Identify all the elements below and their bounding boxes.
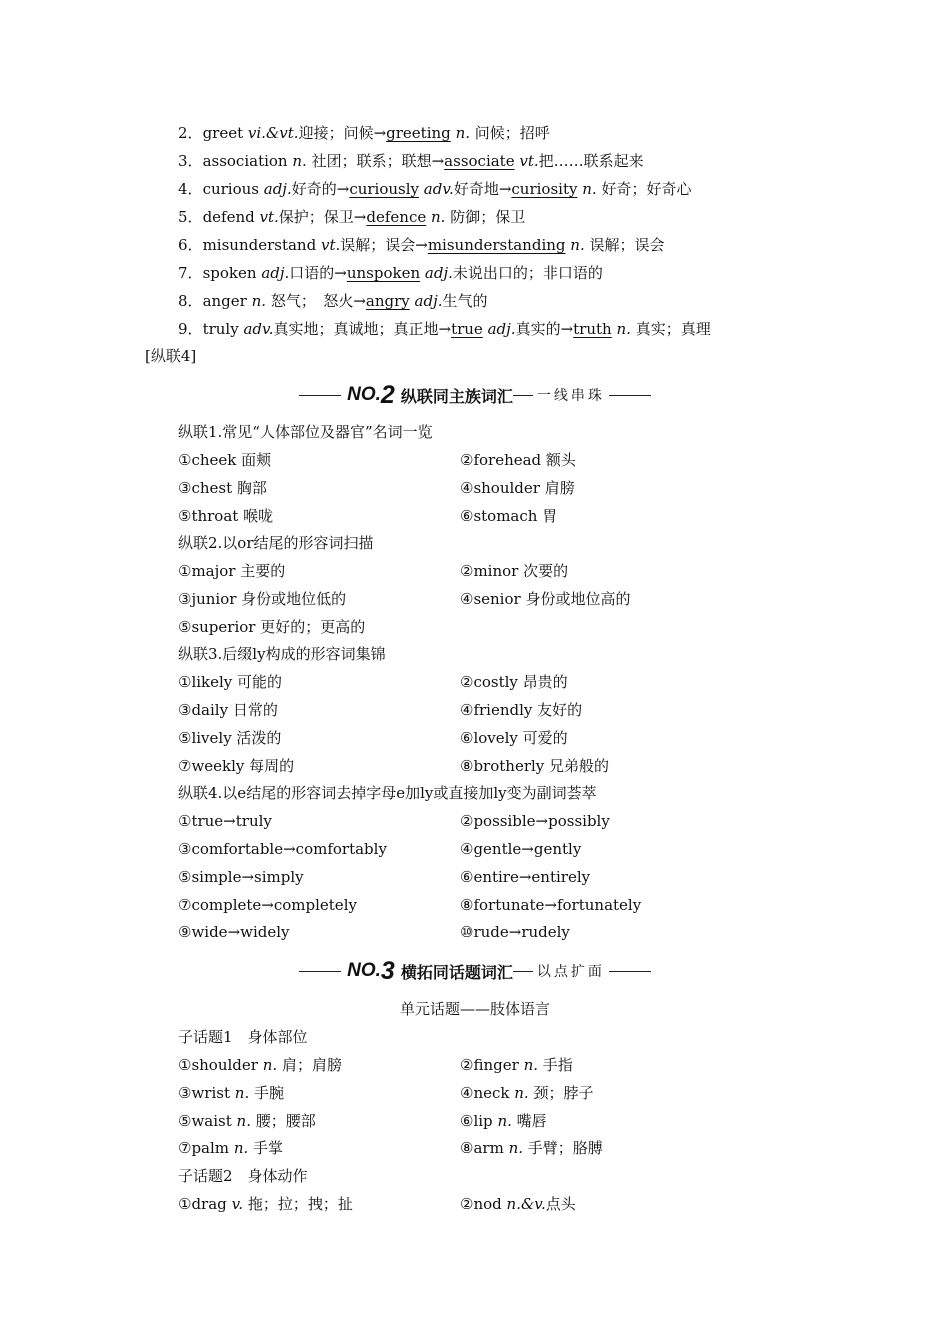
list-item: ⑤lively 活泼的 bbox=[178, 729, 282, 747]
list-item: ①cheek 面颊 bbox=[178, 451, 272, 469]
list-item: ⑥lip n. 嘴唇 bbox=[460, 1112, 547, 1130]
subtopic-title: 子话题2 身体动作 bbox=[178, 1167, 308, 1185]
list-item: ①drag v. 拖；拉；拽；扯 bbox=[178, 1195, 353, 1213]
list-item: ③comfortable→comfortably bbox=[178, 840, 387, 858]
list-item: ⑥stomach 胃 bbox=[460, 507, 558, 525]
answer: true bbox=[451, 320, 483, 338]
section-subtitle: 以点扩面 bbox=[536, 964, 605, 980]
entry-3: 3．association n. 社团；联系；联想→associate vt.把……联系起来 bbox=[178, 152, 644, 170]
entry-5: 5．defend vt.保护；保卫→defence n. 防御；保卫 bbox=[178, 208, 526, 226]
section-title: 横拓同话题词汇 bbox=[400, 962, 513, 982]
link-reference: [纵联4] bbox=[145, 347, 197, 365]
entry-4: 4．curious adj.好奇的→curiously adv.好奇地→curiosity n. 好奇；好奇心 bbox=[178, 180, 692, 198]
group-title: 纵联1.常见“人体部位及器官”名词一览 bbox=[178, 423, 433, 441]
section-title: 纵联同主族词汇 bbox=[400, 386, 513, 406]
list-item: ⑨wide→widely bbox=[178, 923, 290, 941]
list-item: ⑥lovely 可爱的 bbox=[460, 729, 568, 747]
list-item: ⑥entire→entirely bbox=[460, 868, 591, 886]
list-item: ⑧fortunate→fortunately bbox=[460, 896, 642, 914]
list-item: ④neck n. 颈；脖子 bbox=[460, 1084, 594, 1102]
subtopic-title: 子话题1 身体部位 bbox=[178, 1028, 308, 1046]
divider bbox=[609, 971, 651, 972]
entry-8: 8．anger n. 怒气； 怒火→angry adj.生气的 bbox=[178, 292, 488, 310]
answer: curiously bbox=[349, 180, 420, 198]
answer: truth bbox=[573, 320, 612, 338]
list-item: ①true→truly bbox=[178, 812, 272, 830]
divider bbox=[513, 971, 533, 972]
answer: associate bbox=[444, 152, 515, 170]
divider bbox=[513, 395, 533, 396]
divider bbox=[299, 395, 341, 396]
list-item: ②costly 昂贵的 bbox=[460, 673, 568, 691]
list-item: ②minor 次要的 bbox=[460, 562, 569, 580]
list-item: ②finger n. 手指 bbox=[460, 1056, 573, 1074]
entry-7: 7．spoken adj.口语的→unspoken adj.未说出口的；非口语的 bbox=[178, 264, 603, 282]
answer: misunderstanding bbox=[427, 236, 566, 254]
list-item: ③wrist n. 手腕 bbox=[178, 1084, 285, 1102]
group-title: 纵联2.以or结尾的形容词扫描 bbox=[178, 534, 374, 552]
list-item: ②forehead 额头 bbox=[460, 451, 576, 469]
list-item: ①likely 可能的 bbox=[178, 673, 283, 691]
answer: unspoken bbox=[346, 264, 421, 282]
list-item: ①major 主要的 bbox=[178, 562, 286, 580]
divider bbox=[609, 395, 651, 396]
entry-2: 2．greet vi.&vt.迎接；问候→greeting n. 问候；招呼 bbox=[178, 124, 550, 142]
section-heading-2: NO. 2 纵联同主族词汇 一线串珠 bbox=[0, 380, 950, 410]
entry-6: 6．misunderstand vt.误解；误会→misunderstanding n. 误解；误会 bbox=[178, 236, 665, 254]
list-item: ②possible→possibly bbox=[460, 812, 610, 830]
list-item: ③daily 日常的 bbox=[178, 701, 278, 719]
unit-topic: 单元话题——肢体语言 bbox=[399, 1000, 550, 1018]
list-item: ⑤simple→simply bbox=[178, 868, 304, 886]
list-item: ⑦complete→completely bbox=[178, 896, 357, 914]
list-item: ③junior 身份或地位低的 bbox=[178, 590, 347, 608]
group-title: 纵联4.以e结尾的形容词去掉字母e加ly或直接加ly变为副词荟萃 bbox=[178, 784, 597, 802]
list-item: ⑦palm n. 手掌 bbox=[178, 1139, 284, 1157]
entry-9: 9．truly adv.真实地；真诚地；真正地→true adj.真实的→truth n. 真实；真理 bbox=[178, 320, 711, 338]
section-subtitle: 一线串珠 bbox=[536, 388, 605, 404]
answer: curiosity bbox=[511, 180, 578, 198]
list-item: ③chest 胸部 bbox=[178, 479, 267, 497]
list-item: ④shoulder 肩膀 bbox=[460, 479, 575, 497]
list-item: ①shoulder n. 肩；肩膀 bbox=[178, 1056, 342, 1074]
answer: defence bbox=[366, 208, 427, 226]
section-heading-3: NO. 3 横拓同话题词汇 以点扩面 bbox=[0, 956, 950, 986]
list-item: ④gentle→gently bbox=[460, 840, 582, 858]
list-item: ⑧brotherly 兄弟般的 bbox=[460, 757, 610, 775]
list-item: ⑩rude→rudely bbox=[460, 923, 570, 941]
list-item: ⑧arm n. 手臂；胳膊 bbox=[460, 1139, 603, 1157]
list-item: ②nod n.&v.点头 bbox=[460, 1195, 576, 1213]
list-item: ⑦weekly 每周的 bbox=[178, 757, 295, 775]
list-item: ⑤throat 喉咙 bbox=[178, 507, 274, 525]
answer: greeting bbox=[386, 124, 451, 142]
answer: angry bbox=[365, 292, 410, 310]
list-item: ④friendly 友好的 bbox=[460, 701, 583, 719]
list-item: ⑤waist n. 腰；腰部 bbox=[178, 1112, 316, 1130]
divider bbox=[299, 971, 341, 972]
list-item: ⑤superior 更好的；更高的 bbox=[178, 618, 366, 636]
group-title: 纵联3.后缀ly构成的形容词集锦 bbox=[178, 645, 386, 663]
list-item: ④senior 身份或地位高的 bbox=[460, 590, 631, 608]
